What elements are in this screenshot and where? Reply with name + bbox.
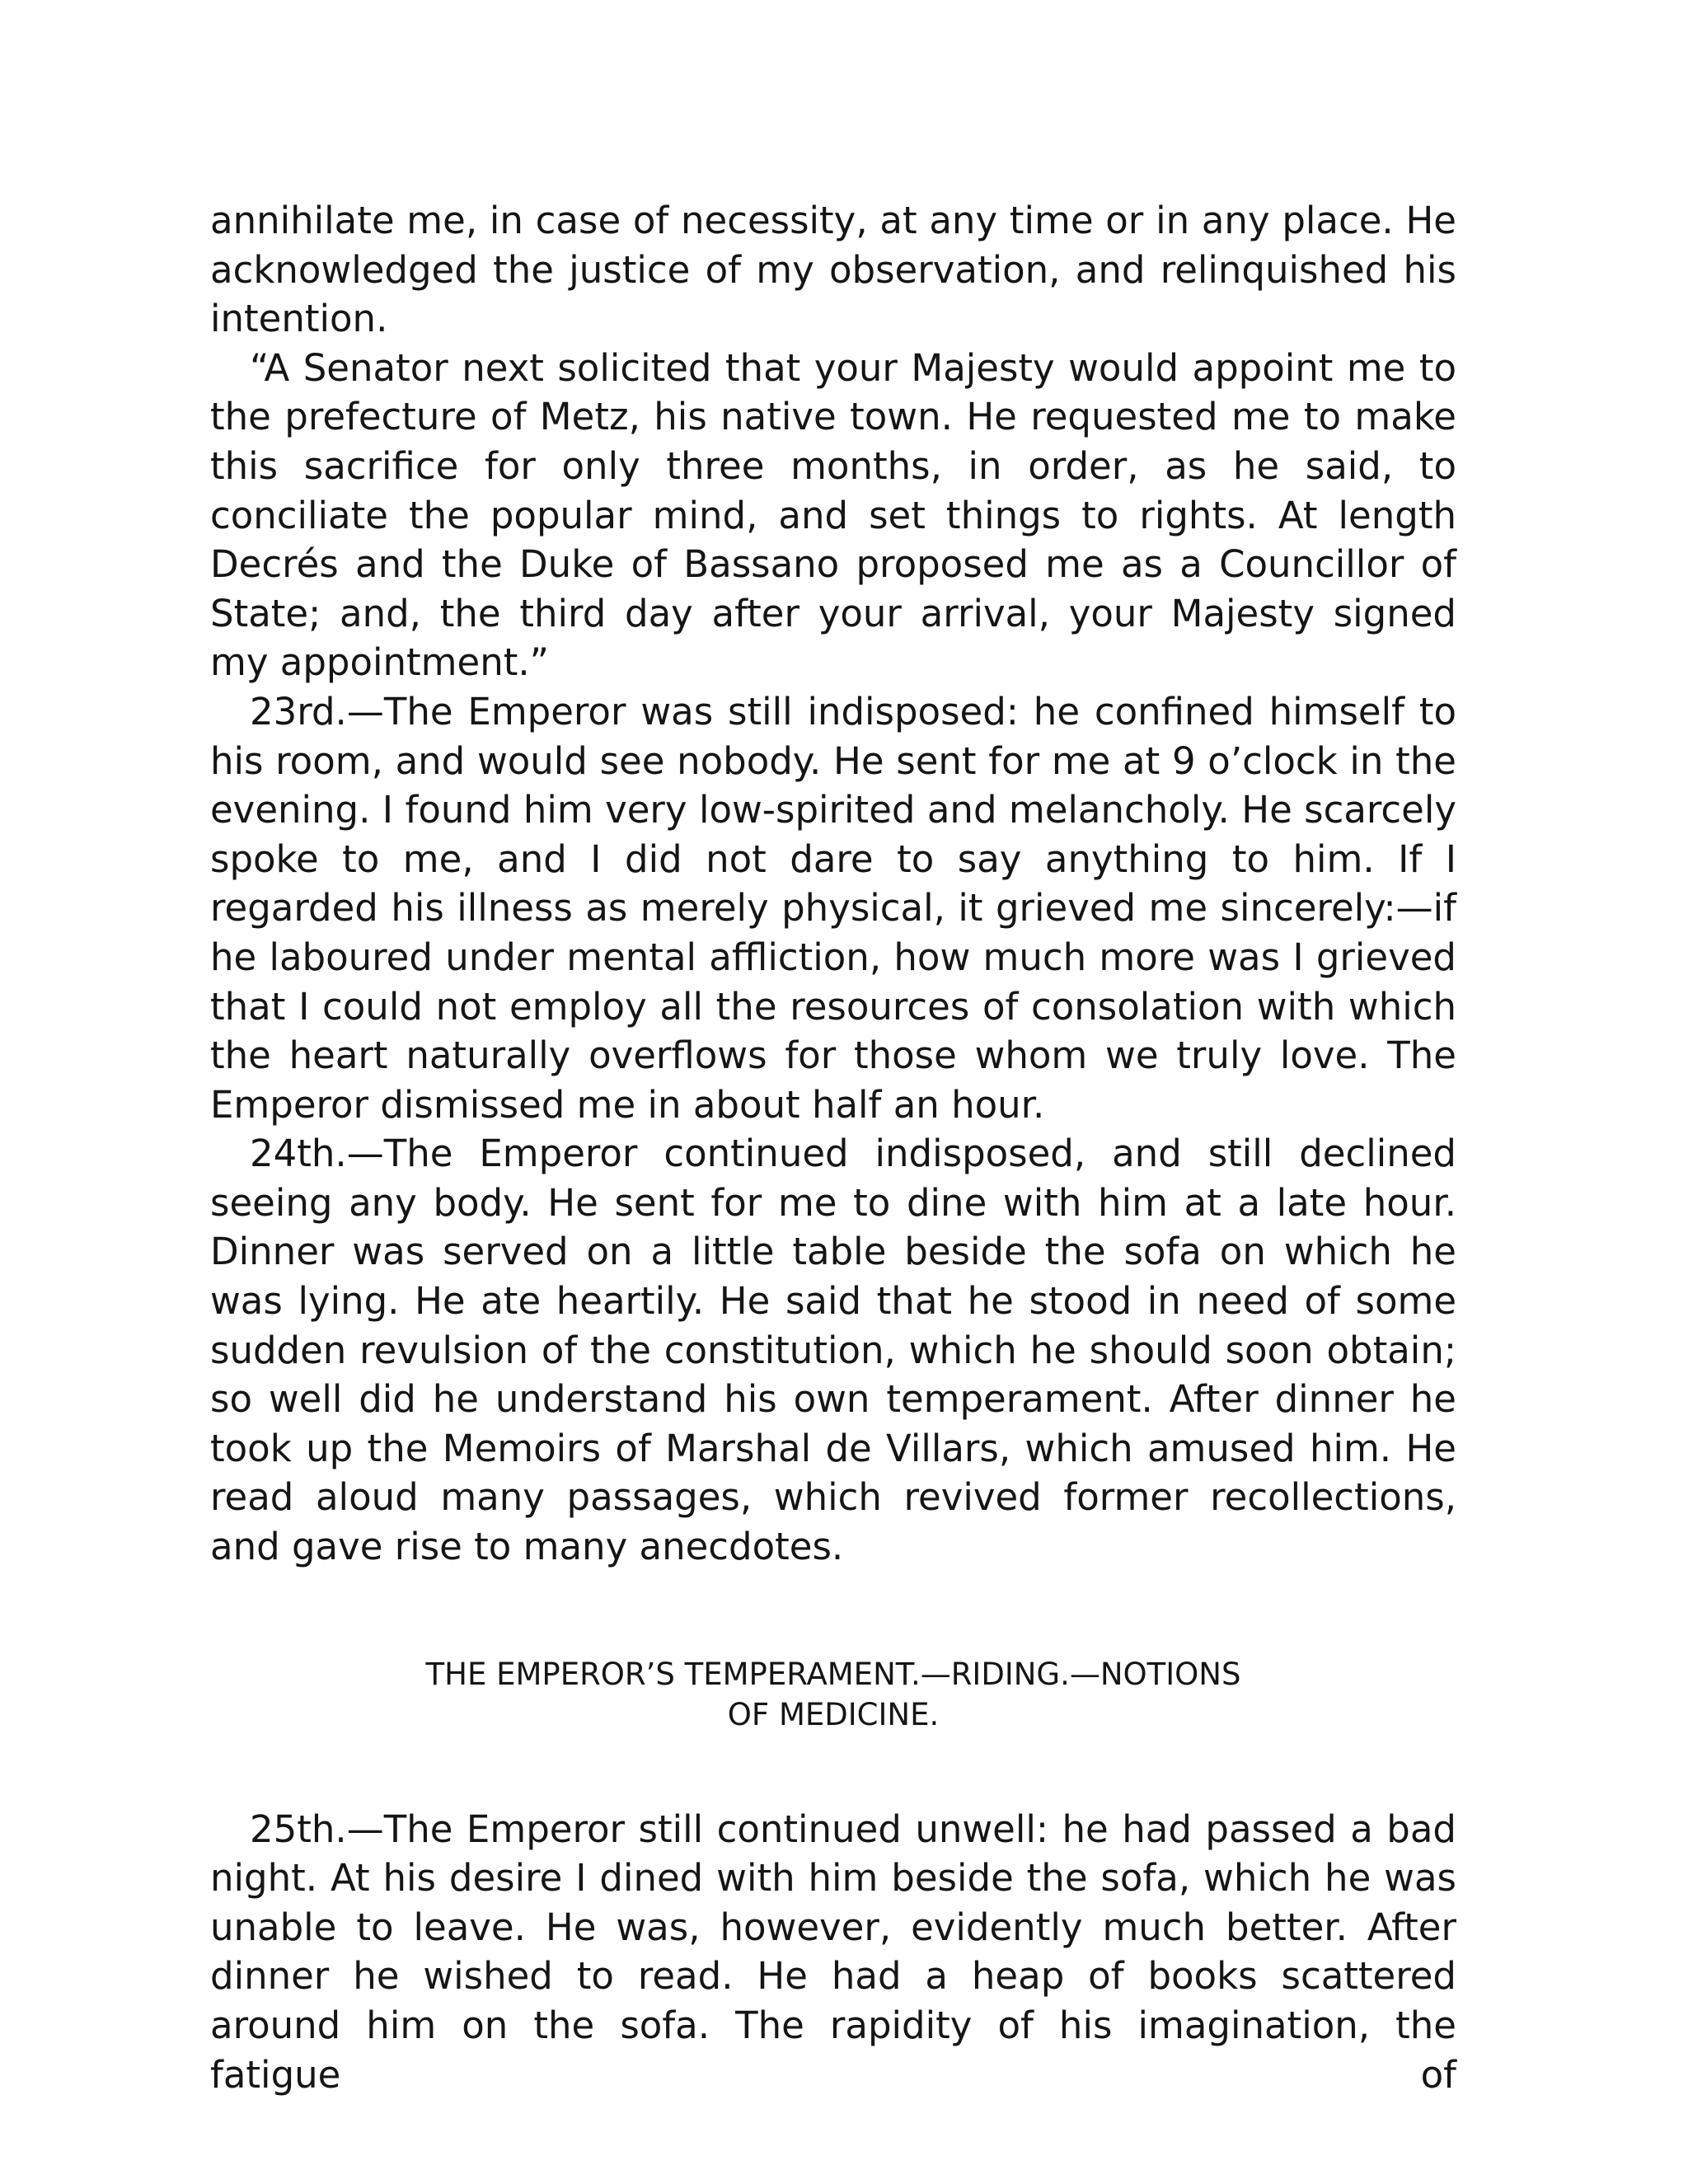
section-heading bbox=[210, 1654, 1456, 1735]
paragraph-25th: 25th.—The Emperor still continued unwell: he had passed a bad night. At his desire I dined with him beside the sofa, which he was unable to leave. He was, however, evidently much better. After dinner he wished to read. He had a heap of books scattered around him on the sofa. The rapidity of his imagination, the fatigue of bbox=[210, 1807, 1456, 2097]
paragraph-24th: 24th.—The Emperor continued indisposed, and still declined seeing any body. He sent for me to dine with him at a late hour. Dinner was served on a little table beside the sofa on which he was lying. He ate heartily. He said that he stood in need of some sudden revulsion of the constitution, which he should soon obtain; so well did he understand his own temperament. After dinner he took up the Memoirs of Marshal de Villars, which amused him. He read aloud many passages, which revived former recollections, and gave rise to many anecdotes. bbox=[210, 1132, 1456, 1569]
paragraph-23rd: 23rd.—The Emperor was still indisposed: he confined himself to his room, and would see nobody. He sent for me at 9 o’clock in the evening. I found him very low-spirited and melancholy. He scarcely spoke to me, and I did not dare to say anything to him. If I regarded his illness as merely physical, it grieved me sincerely:—if he laboured under mental affliction, how much more was I grieved that I could not employ all the resources of consolation with which the heart naturally overflows for those whom we truly love. The Emperor dismissed me in about half an hour. bbox=[210, 689, 1456, 1127]
paragraph-senator: “A Senator next solicited that your Majesty would appoint me to the prefecture of Metz, his native town. He requested me to make this sacrifice for only three months, in order, as he said, to conciliate the popular mind, and set things to rights. At length Decrés and the Duke of Bassano proposed me as a Councillor of State; and, the third day after your arrival, your Majesty signed my appointment.” bbox=[210, 345, 1456, 685]
section-heading-line-1: THE EMPEROR’S TEMPERAMENT.—RIDING.—NOTIONS bbox=[425, 1656, 1241, 1692]
section-heading-line-2: OF MEDICINE. bbox=[727, 1696, 940, 1732]
page-body bbox=[210, 196, 1456, 2099]
paragraph-continuation: annihilate me, in case of necessity, at any time or in any place. He acknowledged the justice of my observation, and relinquished his intention. bbox=[210, 199, 1456, 341]
